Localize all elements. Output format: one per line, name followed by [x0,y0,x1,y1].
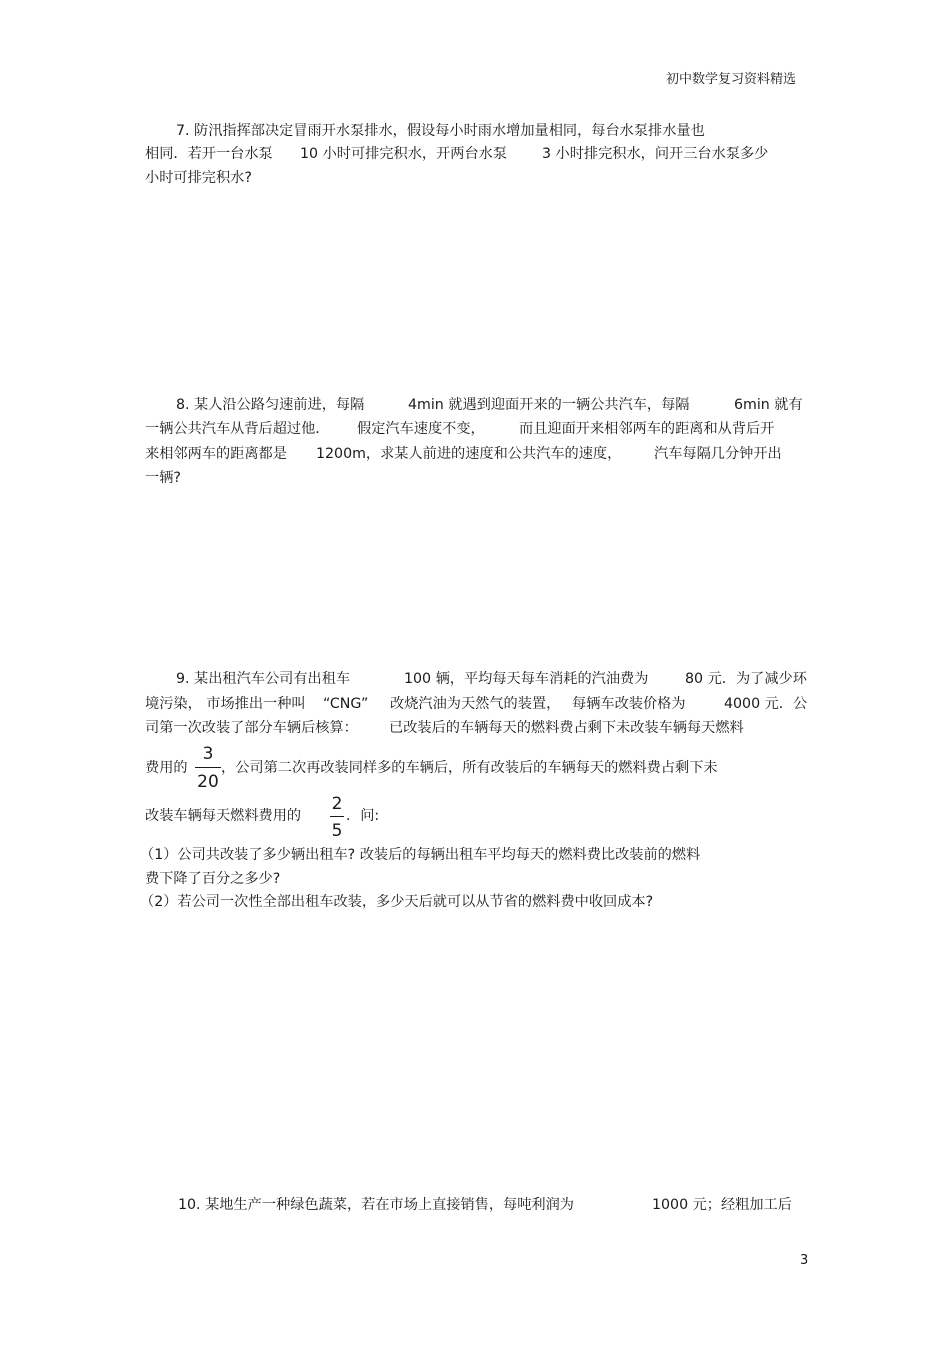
q7-line-2c: 3 小时排完积水，问开三台水泵多少 [542,146,769,162]
q10-line-1b: 1000 元；经粗加工后 [652,1197,792,1213]
fraction-2-bar [330,816,344,817]
fraction-1-bar [195,767,221,768]
q9-line-1b: 100 辆，平均每天每车消耗的汽油费为 [404,671,649,687]
page-header: 初中数学复习资料精选 [666,72,797,87]
fraction-1-denominator: 20 [197,772,219,792]
q10-line-1a: 10. 某地生产一种绿色蔬菜，若在市场上直接销售，每吨利润为 [178,1197,574,1213]
q9-line-1a: 9. 某出租汽车公司有出租车 [176,671,351,687]
q9-line-1c: 80 元．为了减少环 [685,671,807,687]
q7-line-2b: 10 小时可排完积水，开两台水泵 [300,146,508,162]
q9-line-5a: 改装车辆每天燃料费用的 [145,808,302,824]
q8-line-1c: 6min 就有 [734,397,803,413]
q7-line-3: 小时可排完积水? [145,170,252,186]
page-number: 3 [800,1253,809,1268]
q9-sub-1a: （1）公司共改装了多少辆出租车? 改装后的每辆出租车平均每天的燃料费比改装前的燃料 [140,847,701,863]
q9-line-3a: 司第一次改装了部分车辆后核算： [145,720,358,736]
q7-line-2a: 相同．若开一台水泵 [145,146,273,162]
q9-sub-2: （2）若公司一次性全部出租车改装，多少天后就可以从节省的燃料费中收回成本? [140,894,654,910]
q9-line-4a: 费用的 [145,760,188,776]
q9-sub-1b: 费下降了百分之多少? [145,871,281,887]
q8-line-2b: 假定汽车速度不变， [357,421,485,437]
q9-line-2b: “CNG” [323,696,369,712]
q8-line-3b: 1200m，求某人前进的速度和公共汽车的速度， [316,446,622,462]
q9-line-5b: ．问: [346,808,380,824]
q7-line-1: 7. 防汛指挥部决定冒雨开水泵排水，假设每小时雨水增加量相同，每台水泵排水量也 [176,123,705,139]
q9-line-4b: ，公司第二次再改装同样多的车辆后，所有改装后的车辆每天的燃料费占剩下未 [221,760,718,776]
fraction-2-numerator: 2 [331,794,343,814]
q8-line-4: 一辆? [145,470,181,486]
fraction-1-numerator: 3 [202,744,214,764]
q8-line-3c: 汽车每隔几分钟开出 [654,446,782,462]
q8-line-3a: 来相邻两车的距离都是 [145,446,287,462]
q8-line-1b: 4min 就遇到迎面开来的一辆公共汽车，每隔 [408,397,690,413]
q9-line-2d: 每辆车改装价格为 [572,696,686,712]
q9-line-2e: 4000 元．公 [724,696,808,712]
q8-line-2a: 一辆公共汽车从背后超过他． [145,421,330,437]
q9-line-2a: 境污染， 市场推出一种叫 [145,696,306,712]
q9-line-2c: 改烧汽油为天然气的装置， [390,696,561,712]
q8-line-2c: 而且迎面开来相邻两车的距离和从背后开 [519,421,775,437]
fraction-2-denominator: 5 [331,821,343,841]
q8-line-1a: 8. 某人沿公路匀速前进，每隔 [176,397,365,413]
q9-line-3b: 已改装后的车辆每天的燃料费占剩下未改装车辆每天燃料 [389,720,744,736]
